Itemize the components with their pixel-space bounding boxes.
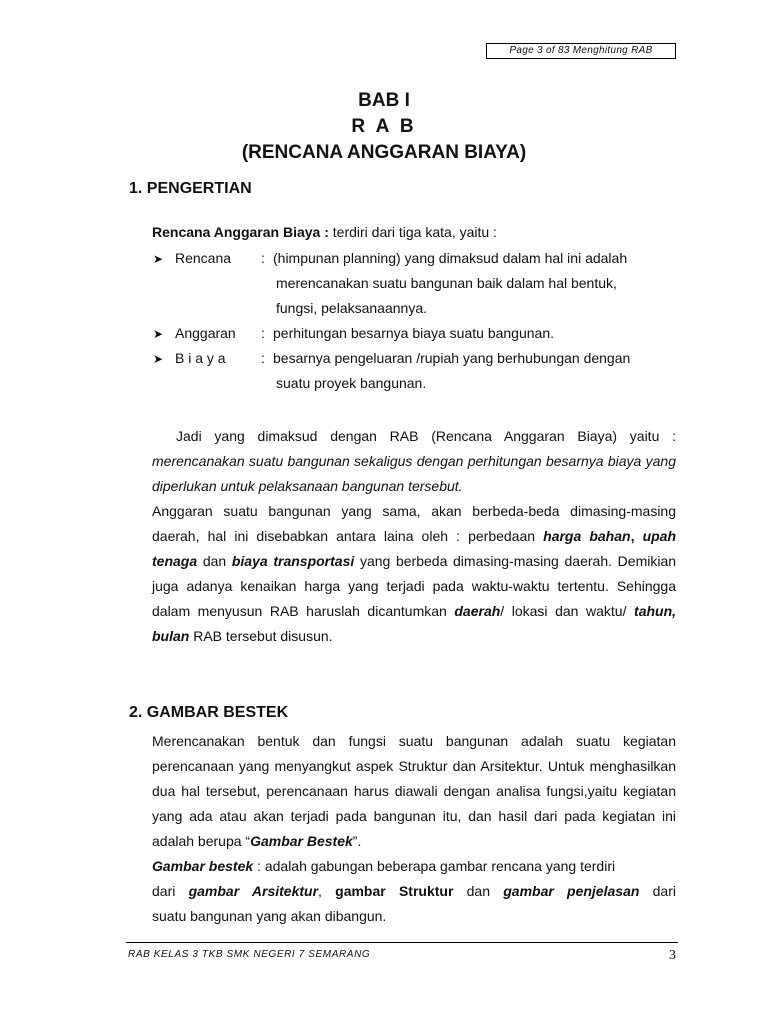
item-line: perhitungan besarnya biaya suatu bangunan.	[273, 325, 554, 341]
section-heading-gambar-bestek: 2. GAMBAR BESTEK	[129, 704, 289, 721]
chapter-subtitle: R A B	[351, 116, 417, 137]
footer-divider	[126, 942, 678, 943]
emphasis-text: biaya transportasi	[231, 553, 355, 569]
item-line: suatu proyek bangunan.	[276, 375, 427, 391]
paragraph-text: yang berbeda dimasing-masing daerah. Demikian juga adanya kenaikan harga yang terjadi pada waktu-waktu tertentu. Sehingga dalam menyusun RAB haruslah dicantumkan	[152, 553, 677, 619]
emphasis-text: gambar Struktur	[335, 883, 454, 899]
paragraph-definition	[152, 424, 676, 649]
section-heading-pengertian: 1. PENGERTIAN	[129, 180, 252, 197]
chapter-subtitle-full: (RENCANA ANGGARAN BIAYA)	[241, 142, 527, 163]
emphasis-text: gambar Arsitektur	[188, 883, 319, 899]
definition-last-line: suatu bangunan yang akan dibangun.	[152, 908, 387, 924]
footer-text: RAB KELAS 3 TKB SMK NEGERI 7 SEMARANG	[128, 949, 371, 960]
paragraph-text: Jadi yang dimaksud dengan RAB (Rencana Anggaran Biaya) yaitu :	[176, 428, 676, 444]
paragraph-italic: merencanakan suatu bangunan sekaligus dengan perhitungan besarnya biaya yang diperlukan untuk pelaksanaan bangunan tersebut.	[152, 453, 676, 494]
paragraph-text: ”.	[352, 833, 362, 849]
paragraph-text: Anggaran suatu bangunan yang sama, akan berbeda-beda dimasing-masing daerah, hal ini disebabkan antara laina oleh : perbedaan	[152, 503, 676, 544]
paragraph-text: dan	[202, 553, 227, 569]
paragraph-text: dan	[466, 883, 490, 899]
arrow-bullet-icon: ➤	[153, 252, 164, 266]
paragraph-text: : adalah gabungan beberapa gambar rencana yang terdiri	[253, 858, 616, 874]
paragraph-gambar-bestek	[152, 729, 676, 879]
arrow-bullet-icon: ➤	[153, 352, 164, 366]
paragraph-text: Merencanakan bentuk dan fungsi suatu bangunan adalah suatu kegiatan perencanaan yang menyangkut aspek Struktur dan Arsitektur. Untuk menghasilkan dua hal tersebut, perencanaan harus diawali dengan analisa fungsi,yaitu kegiatan yang ada atau akan terjadi pada bangunan itu, dan hasil dari pada kegiatan ini adalah berupa “	[152, 733, 676, 849]
definition-line	[152, 879, 676, 904]
item-line: fungsi, pelaksanaannya.	[276, 300, 427, 316]
emphasis-text: Gambar Bestek	[250, 833, 353, 849]
paragraph-text: RAB tersebut disusun.	[193, 628, 333, 644]
emphasis-text: tahun, bulan	[152, 603, 677, 644]
paragraph-text: dari	[652, 883, 676, 899]
chapter-title: BAB I	[358, 90, 410, 111]
item-colon: :	[261, 250, 265, 266]
intro-term: Rencana Anggaran Biaya :	[152, 224, 329, 240]
page-header-label: Page 3 of 83 Menghitung RAB	[486, 43, 676, 59]
item-label-anggaran: Anggaran	[175, 325, 236, 341]
item-line: merencanakan suatu bangunan baik dalam hal bentuk,	[276, 275, 617, 291]
intro-line	[152, 220, 497, 245]
emphasis-text: gambar penjelasan	[503, 883, 640, 899]
paragraph-text: ,	[318, 883, 322, 899]
item-line: besarnya pengeluaran /rupiah yang berhubungan dengan	[273, 350, 631, 366]
item-colon: :	[261, 325, 265, 341]
emphasis-text: upah tenaga	[152, 528, 677, 569]
intro-text: terdiri dari tiga kata, yaitu :	[332, 224, 497, 240]
emphasis-text: daerah	[454, 603, 501, 619]
paragraph-text: / lokasi dan waktu/	[500, 603, 627, 619]
item-colon: :	[261, 350, 265, 366]
definition-term: Gambar bestek	[152, 858, 254, 874]
arrow-bullet-icon: ➤	[153, 327, 164, 341]
page-number: 3	[669, 948, 676, 963]
item-label-biaya: B i a y a	[175, 350, 226, 366]
item-line: (himpunan planning) yang dimaksud dalam hal ini adalah	[273, 250, 628, 266]
item-label-rencana: Rencana	[175, 250, 232, 266]
emphasis-comma: ,	[630, 528, 635, 544]
paragraph-text: dari	[152, 883, 176, 899]
emphasis-text: harga bahan	[543, 528, 631, 544]
